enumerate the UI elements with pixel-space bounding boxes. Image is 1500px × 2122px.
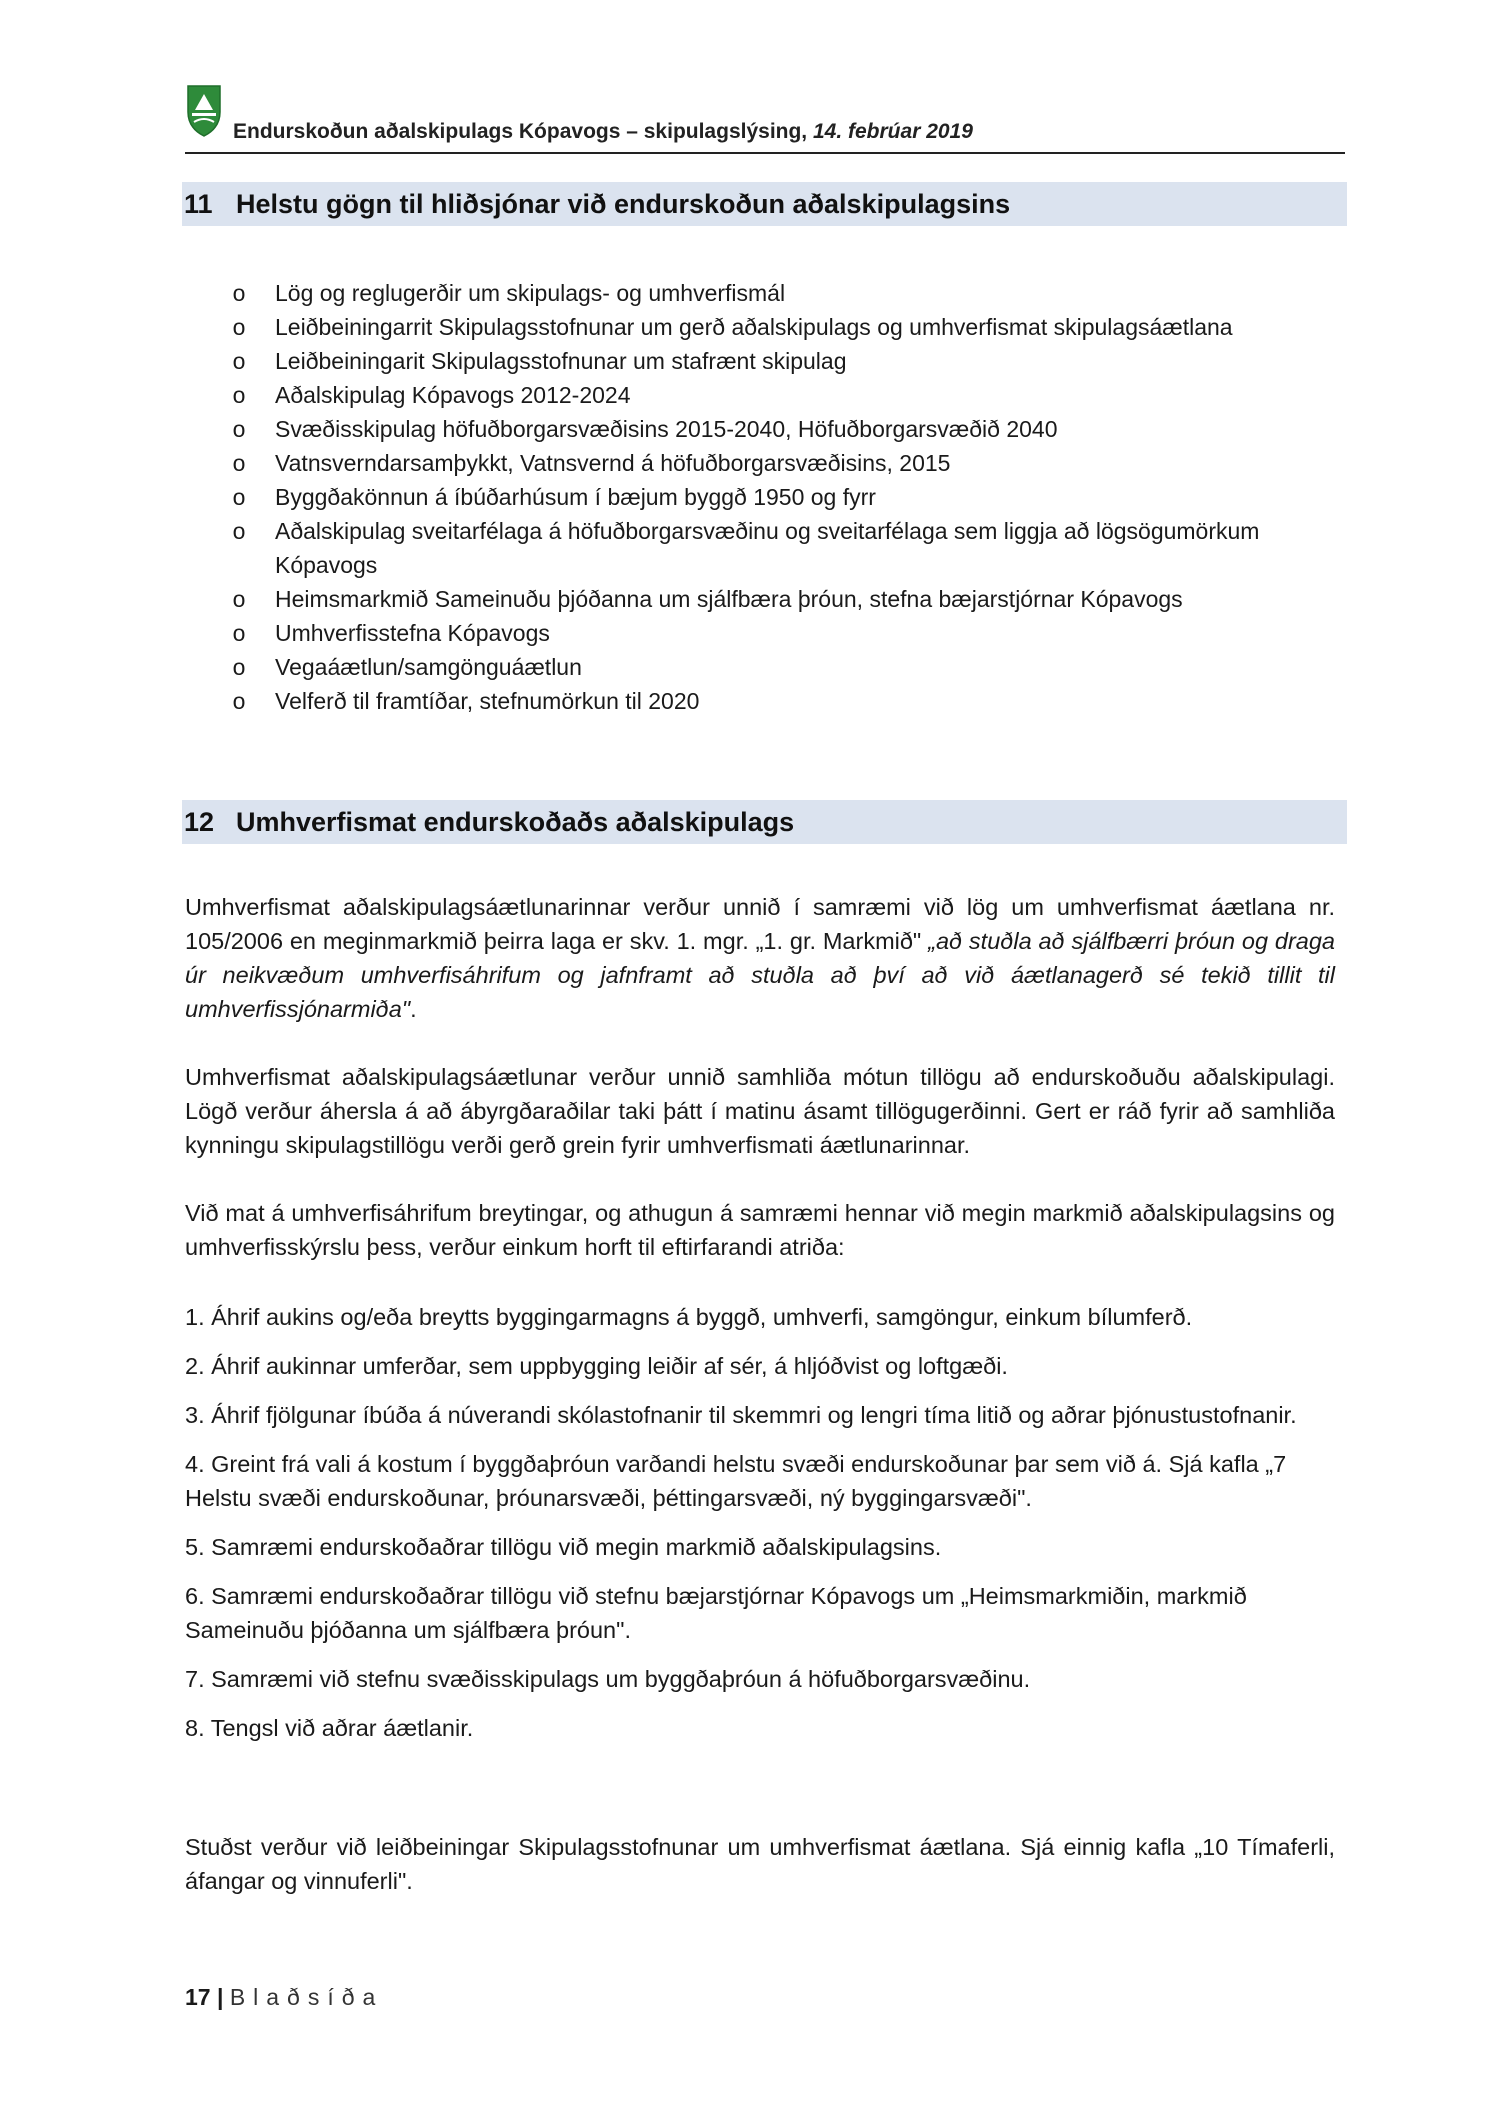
section-11-heading bbox=[182, 182, 1347, 226]
list-item bbox=[185, 310, 1325, 344]
list-item-text: Vegaáætlun/samgönguáætlun bbox=[275, 654, 582, 680]
page-label: Blaðsíða bbox=[229, 1984, 384, 2010]
list-item-text: Byggðakönnun á íbúðarhúsum í bæjum byggð 1950 og fyrr bbox=[275, 484, 876, 510]
list-item-text: Svæðisskipulag höfuðborgarsvæðisins 2015-2040, Höfuðborgarsvæðið 2040 bbox=[275, 416, 1058, 442]
numbered-item: 2. Áhrif aukinnar umferðar, sem uppbygging leiðir af sér, á hljóðvist og loftgæði. bbox=[185, 1353, 1008, 1379]
numbered-item: 5. Samræmi endurskoðaðrar tillögu við megin markmið aðalskipulagsins. bbox=[185, 1534, 942, 1560]
list-item-text: Aðalskipulag sveitarfélaga á höfuðborgarsvæðinu og sveitarfélaga sem liggja að lögsögumörkum Kópavogs bbox=[275, 518, 1260, 578]
list-item bbox=[185, 514, 1325, 582]
section-12-title: Umhverfismat endurskoðaðs aðalskipulags bbox=[236, 807, 795, 837]
page-number: 17 bbox=[185, 1984, 211, 2010]
paragraph-4: Stuðst verður við leiðbeiningar Skipulagsstofnunar um umhverfismat áætlana. Sjá einnig kafla „10 Tímaferli, áfangar og vinnuferli". bbox=[185, 1834, 1335, 1894]
bullet-marker: o bbox=[232, 484, 246, 510]
kopavogur-logo-icon bbox=[185, 82, 223, 140]
list-item-text: Leiðbeiningarrit Skipulagsstofnunar um gerð aðalskipulags og umhverfismat skipulagsáætlana bbox=[275, 314, 1233, 340]
bullet-marker: o bbox=[232, 654, 246, 680]
list-item bbox=[185, 344, 1325, 378]
reference-list bbox=[185, 276, 1325, 718]
numbered-item: 3. Áhrif fjölgunar íbúða á núverandi skólastofnanir til skemmri og lengri tíma litið og aðrar þjónustustofnanir. bbox=[185, 1402, 1297, 1428]
bullet-marker: o bbox=[232, 280, 246, 306]
header-title: Endurskoðun aðalskipulags Kópavogs – skipulagslýsing, 14. febrúar 2019 bbox=[233, 120, 973, 143]
list-item-text: Velferð til framtíðar, stefnumörkun til 2020 bbox=[275, 688, 700, 714]
bullet-marker: o bbox=[232, 382, 246, 408]
bullet-marker: o bbox=[232, 620, 246, 646]
numbered-item: 8. Tengsl við aðrar áætlanir. bbox=[185, 1715, 474, 1741]
list-item-text: Lög og reglugerðir um skipulags- og umhverfismál bbox=[275, 280, 786, 306]
bullet-marker: o bbox=[232, 688, 246, 714]
numbered-item: 7. Samræmi við stefnu svæðisskipulags um byggðaþróun á höfuðborgarsvæðinu. bbox=[185, 1666, 1031, 1692]
bullet-marker: o bbox=[232, 450, 246, 476]
list-item bbox=[185, 446, 1325, 480]
list-item bbox=[185, 378, 1325, 412]
list-item bbox=[185, 480, 1325, 514]
bullet-marker: o bbox=[232, 416, 246, 442]
paragraph-1: Umhverfismat aðalskipulagsáætlunarinnar verður unnið í samræmi við lög um umhverfismat áætlana nr. 105/2006 en meginmarkmið þeirra laga er skv. 1. mgr. „1. gr. Markmið" „að stuðla að sjálfbærri þróun og draga úr neikvæðum umhverfisáhrifum og jafnframt að stuðla að því að við áætlanagerð sé tekið tillit til umhverfissjónarmiða". bbox=[185, 894, 1335, 1022]
numbered-item: 1. Áhrif aukins og/eða breytts byggingarmagns á byggð, umhverfi, samgöngur, einkum bílumferð. bbox=[185, 1304, 1193, 1330]
list-item-text: Heimsmarkmið Sameinuðu þjóðanna um sjálfbæra þróun, stefna bæjarstjórnar Kópavogs bbox=[275, 586, 1183, 612]
numbered-item: 6. Samræmi endurskoðaðrar tillögu við stefnu bæjarstjórnar Kópavogs um „Heimsmarkmiðin, markmið Sameinuðu þjóðanna um sjálfbæra þróun". bbox=[185, 1583, 1247, 1643]
section-11-number: 11 bbox=[184, 189, 213, 219]
list-item bbox=[185, 276, 1325, 310]
list-item-text: Leiðbeiningarit Skipulagsstofnunar um stafrænt skipulag bbox=[275, 348, 847, 374]
page-footer: 17 | Blaðsíða bbox=[185, 1984, 384, 2010]
section-12-number: 12 bbox=[184, 807, 215, 837]
page-header bbox=[185, 82, 1345, 150]
list-item bbox=[185, 650, 1325, 684]
assessment-criteria-list bbox=[185, 1300, 1335, 1760]
paragraph-3: Við mat á umhverfisáhrifum breytingar, og athugun á samræmi hennar við megin markmið aðalskipulagsins og umhverfisskýrslu þess, verður einkum horft til eftirfarandi atriða: bbox=[185, 1200, 1335, 1260]
numbered-item: 4. Greint frá vali á kostum í byggðaþróun varðandi helstu svæði endurskoðunar þar sem við á. Sjá kafla „7 Helstu svæði endurskoðunar, þróunarsvæði, þéttingarsvæði, ný byggingarsvæði". bbox=[185, 1451, 1287, 1511]
bullet-marker: o bbox=[232, 518, 246, 544]
list-item bbox=[185, 412, 1325, 446]
list-item-text: Umhverfisstefna Kópavogs bbox=[275, 620, 550, 646]
list-item bbox=[185, 616, 1325, 650]
header-date: 14. febrúar 2019 bbox=[812, 120, 973, 143]
quoted-objective: „að stuðla að sjálfbærri þróun og draga úr neikvæðum umhverfisáhrifum og jafnframt að stuðla að því að við áætlanagerð sé tekið tillit til umhverfissjónarmiða" bbox=[185, 928, 1335, 1022]
list-item bbox=[185, 684, 1325, 718]
bullet-marker: o bbox=[232, 348, 246, 374]
paragraph-2: Umhverfismat aðalskipulagsáætlunar verður unnið samhliða mótun tillögu að endurskoðuðu aðalskipulagi. Lögð verður áhersla á að ábyrgðaraðilar taki þátt í matinu ásamt tillögugerðinni. Gert er ráð fyrir að samhliða kynningu skipulagstillögu verði gerð grein fyrir umhverfismati áætlunarinnar. bbox=[185, 1064, 1335, 1158]
list-item-text: Vatnsverndarsamþykkt, Vatnsvernd á höfuðborgarsvæðisins, 2015 bbox=[275, 450, 951, 476]
bullet-marker: o bbox=[232, 586, 246, 612]
section-11-title: Helstu gögn til hliðsjónar við endurskoðun aðalskipulagsins bbox=[236, 189, 1011, 219]
list-item-text: Aðalskipulag Kópavogs 2012-2024 bbox=[275, 382, 631, 408]
section-12-heading bbox=[182, 800, 1347, 844]
list-item bbox=[185, 582, 1325, 616]
bullet-marker: o bbox=[232, 314, 246, 340]
header-rule bbox=[185, 152, 1345, 154]
